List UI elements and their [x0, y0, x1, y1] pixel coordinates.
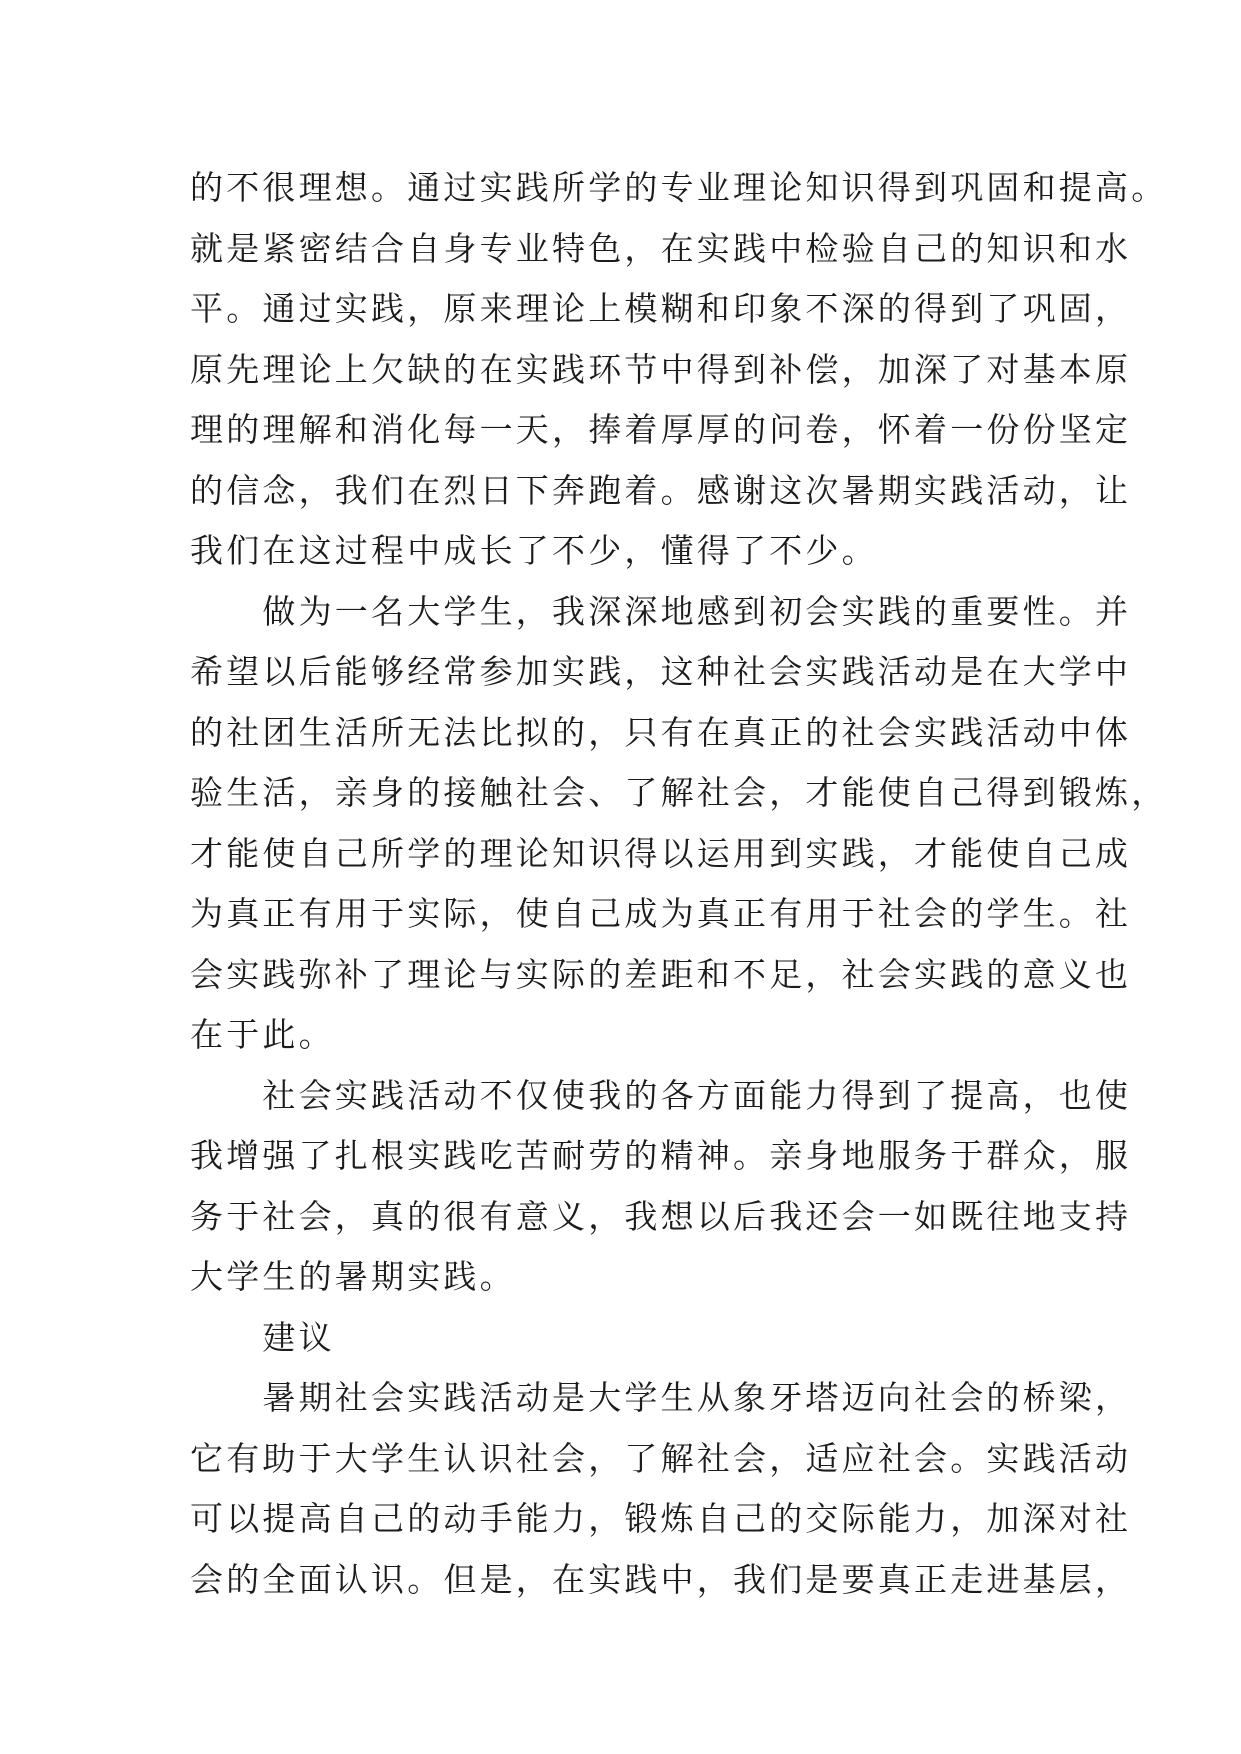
text-line: 的不很理想。通过实践所学的专业理论知识得到巩固和提高。: [190, 168, 1168, 207]
text-line: 理的理解和消化每一天，捧着厚厚的问卷，怀着一份份坚定: [190, 410, 1132, 449]
text-line: 会的全面认识。但是，在实践中，我们是要真正走进基层，: [190, 1559, 1132, 1599]
text-line: 务于社会，真的很有意义，我想以后我还会一如既往地支持: [190, 1196, 1132, 1236]
text-line: 平。通过实践，原来理论上模糊和印象不深的得到了巩固，: [190, 289, 1132, 328]
text-line: 可以提高自己的动手能力，锻炼自己的交际能力，加深对社: [190, 1499, 1132, 1538]
text-line: 为真正有用于实际，使自己成为真正有用于社会的学生。社: [190, 894, 1132, 933]
text-line: 就是紧密结合自身专业特色，在实践中检验自己的知识和水: [190, 228, 1132, 268]
text-line: 在于此。: [190, 1015, 335, 1054]
text-line: 社会实践活动不仅使我的各方面能力得到了提高，也使: [190, 1075, 1132, 1115]
text-line: 大学生的暑期实践。: [190, 1257, 516, 1296]
text-line: 的信念，我们在烈日下奔跑着。感谢这次暑期实践活动，让: [190, 470, 1132, 510]
section-heading: 建议: [190, 1317, 335, 1357]
text-line: 暑期社会实践活动是大学生从象牙塔迈向社会的桥梁，: [190, 1378, 1132, 1417]
body-text: [190, 158, 1168, 1610]
text-line: 的社团生活所无法比拟的，只有在真正的社会实践活动中体: [190, 712, 1132, 752]
text-line: 希望以后能够经常参加实践，这种社会实践活动是在大学中: [190, 652, 1132, 691]
text-line: 会实践弥补了理论与实际的差距和不足，社会实践的意义也: [190, 954, 1132, 994]
text-line: 才能使自己所学的理论知识得以运用到实践，才能使自己成: [190, 833, 1132, 873]
text-line: 我增强了扎根实践吃苦耐劳的精神。亲身地服务于群众，服: [190, 1136, 1132, 1175]
text-line: 我们在这过程中成长了不少，懂得了不少。: [190, 531, 878, 570]
text-line: 它有助于大学生认识社会，了解社会，适应社会。实践活动: [190, 1438, 1132, 1478]
text-line: 原先理论上欠缺的在实践环节中得到补偿，加深了对基本原: [190, 349, 1132, 389]
text-line: 验生活，亲身的接触社会、了解社会，才能使自己得到锻炼，: [190, 773, 1168, 812]
text-line: 做为一名大学生，我深深地感到初会实践的重要性。并: [190, 591, 1132, 631]
